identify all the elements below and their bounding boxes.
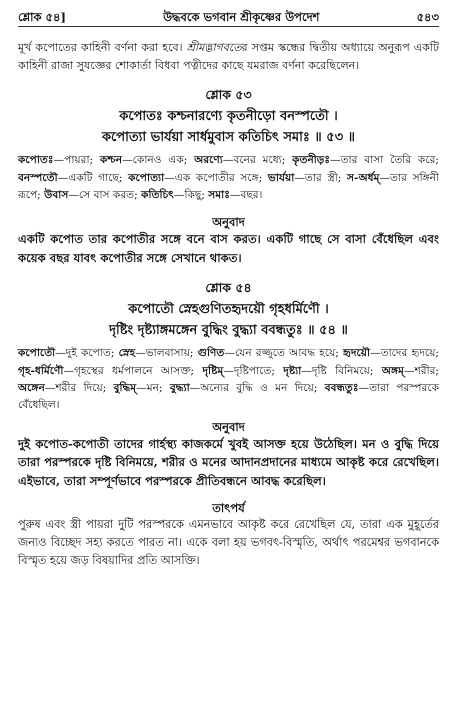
verse-54-synonyms: কপোতৌ—দুই কপোত; স্নেহ—ভালবাসায়; গুণিত—যেন রজ্জুতে আবদ্ধ হয়ে; হৃদয়ৌ—তাদের হৃদয়ে; গৃহ-ধর্মিণৌ—গৃহস্থের ধর্মপালনে আসক্ত; দৃষ্টিম্—দৃষ্টিপাতে; দৃষ্ট্যা—দৃষ্টি বিনিময়ে; অঙ্গম্—শরীর; অঙ্গেন—শরীর দিয়ে; বুদ্ধিম্—মন; বুদ্ধ্যা—অন্যের বুদ্ধি ও মন দিয়ে; ববন্ধতুঃ—তারা পরস্পরকে বেঁধেছিল। — [18, 347, 439, 412]
header-chapter-title: উদ্ধবকে ভগবান শ্রীকৃষ্ণের উপদেশ — [163, 10, 320, 24]
synonym-meaning: শরীর দিয়ে; — [55, 382, 114, 395]
page-number: ৫৪৩ — [416, 10, 439, 24]
verse-54-translation: দুই কপোত-কপোতী তাদের গার্হস্থ্য কাজকর্মে খুবই আসক্ত হয়ে উঠেছিল। মন ও বুদ্ধি দিয়ে তারা পরস্পরকে দৃষ্টি বিনিময়ে, শরীর ও মনের আদানপ্রদানের মাধ্যমে আকৃষ্ট করে রেখেছিল। এইভাবে, তারা সম্পূর্ণভাবে পরস্পরকে প্রীতিবন্ধনে আবদ্ধ করেছিল। — [18, 436, 439, 488]
synonym-word: দৃষ্ট্যা — [283, 364, 302, 377]
synonym-meaning: মন; — [146, 382, 170, 395]
synonym-word: অরণ্যে — [194, 154, 223, 167]
synonym-word: হৃদয়ৌ — [343, 347, 371, 360]
synonym-word: গৃহ-ধর্মিণৌ — [18, 364, 64, 377]
verse-54-purport: পুরুষ এবং স্ত্রী পায়রা দুটি পরস্পরকে এমনভাবে আকৃষ্ট করে রেখেছিল যে, তারা এক মুহূর্তের জন্যও বিচ্ছেদ সহ্য করতে পারত না। একে বলা হয় ভগবৎ-বিস্মৃতি, অর্থাৎ পরমেশ্বর ভগবানকে বিস্মৃত হয়ে জড় বিষয়াদির প্রতি আসক্তি। — [18, 518, 439, 568]
verse-54-text — [18, 299, 439, 341]
running-header — [18, 9, 439, 27]
verse-54-translation-heading: অনুবাদ — [212, 419, 245, 434]
synonym-meaning: দুই কপোত; — [65, 347, 119, 360]
synonym-meaning: গৃহস্থের ধর্মপালনে আসক্ত; — [74, 364, 203, 377]
intro-text-part1: মূর্খ কপোতের কাহিনী বর্ণনা করা হবে। — [18, 41, 187, 54]
synonym-word: কপোত্যা — [128, 171, 165, 184]
synonym-word: কৃতনীড়ঃ — [292, 154, 331, 167]
synonym-meaning: একটি গাছে; — [68, 171, 129, 184]
synonym-word: অঙ্গেন — [18, 382, 45, 395]
synonym-meaning: ভালবাসায়; — [145, 347, 198, 360]
synonym-meaning: বনের মধ্যে; — [233, 154, 293, 167]
synonym-meaning: এক কপোতীর সঙ্গে; — [174, 171, 268, 184]
synonym-word: অঙ্গম্ — [381, 364, 404, 377]
synonym-meaning: সে বাস করত; — [78, 189, 142, 201]
verse-53-text — [18, 106, 439, 148]
synonym-meaning: বছর। — [240, 189, 263, 201]
synonym-word: দৃষ্টিম্ — [202, 364, 224, 377]
intro-paragraph — [18, 39, 439, 74]
synonym-word: সমাঃ — [208, 189, 230, 201]
verse-53-line-1: কপোতঃ কশ্চনারণ্যে কৃতনীড়ো বনস্পতৌ । — [119, 109, 338, 125]
synonym-word: গুণিত — [197, 347, 225, 360]
verse-53-translation: একটি কপোত তার কপোতীর সঙ্গে বনে বাস করত। একটি গাছে সে বাসা বেঁধেছিল এবং কয়েক বছর যাবৎ কপোতীর সঙ্গে সেখানে থাকত। — [18, 232, 439, 265]
synonym-meaning: যেন রজ্জুতে আবদ্ধ হয়ে; — [234, 347, 344, 360]
synonym-word: কতিচিৎ — [141, 189, 174, 201]
synonym-word: ববন্ধতুঃ — [324, 382, 359, 395]
synonym-meaning: তার সঙ্গিনী রূপে; — [18, 171, 439, 201]
header-verse-ref: শ্লোক ৫৪] — [18, 10, 66, 24]
synonym-meaning: পায়রা; — [64, 154, 100, 167]
verse-54-heading: শ্লোক ৫৪ — [205, 280, 252, 296]
synonym-word: উবাস — [44, 189, 69, 201]
synonym-word: বুদ্ধিম্ — [113, 382, 137, 395]
verse-53-synonyms: কপোতঃ—পায়রা; কশ্চন—কোনও এক; অরণ্যে—বনের মধ্যে; কৃতনীড়ঃ—তার বাসা তৈরি করে; বনস্পতৌ—একটি গাছে; কপোত্যা—এক কপোতীর সঙ্গে; ভার্যয়া—তার স্ত্রী; স-অর্ধম্—তার সঙ্গিনী রূপে; উবাস—সে বাস করত; কতিচিৎ—কিছু; সমাঃ—বছর। — [18, 154, 439, 201]
verse-54-purport-heading: তাৎপর্য — [212, 501, 245, 516]
synonym-word: কপোতৌ — [18, 347, 56, 360]
verse-53-line-2: কপোত্যা ভার্যয়া সার্ধমুবাস কতিচিৎ সমাঃ ॥ ৫৩ ॥ — [101, 130, 356, 146]
synonym-meaning: দৃষ্টি বিনিময়ে; — [311, 364, 382, 377]
synonym-meaning: কিছু; — [184, 189, 209, 201]
intro-italic-title: শ্রীমদ্ভাগবতে — [186, 41, 242, 54]
synonym-word: ভার্যয়া — [267, 171, 295, 184]
synonym-meaning: তার বাসা তৈরি করে; — [340, 154, 439, 167]
verse-53-translation-heading: অনুবাদ — [212, 215, 245, 230]
synonym-meaning: অন্যের বুদ্ধি ও মন দিয়ে; — [200, 382, 325, 395]
synonym-meaning: তাদের হৃদয়ে; — [380, 347, 439, 360]
synonym-word: কপোতঃ — [18, 154, 54, 167]
synonym-word: কশ্চন — [99, 154, 123, 167]
synonym-word: স্নেহ — [118, 347, 136, 360]
synonym-meaning: দৃষ্টিপাতে; — [233, 364, 284, 377]
verse-53-heading: শ্লোক ৫৩ — [205, 87, 252, 103]
synonym-meaning: তারা পরস্পরকে বেঁধেছিল। — [18, 382, 439, 412]
verse-54-line-2: দৃষ্টিং দৃষ্ট্যাঙ্গমঙ্গেন বুদ্ধিং বুদ্ধ্যা ববন্ধতুঃ ॥ ৫৪ ॥ — [109, 323, 348, 339]
synonym-meaning: কোনও এক; — [132, 154, 195, 167]
synonym-word: বনস্পতৌ — [18, 171, 58, 184]
intro-text-part2: র সপ্তম স্কন্ধের দ্বিতীয় অধ্যায়ে অনুরূপ একটি কাহিনী রাজা সুযজ্ঞের শোকার্তা বিধবা পত্নীদের কাছে যমরাজ বর্ণনা করেছিলেন। — [18, 41, 439, 72]
synonym-word: স-অর্ধম্ — [347, 171, 380, 184]
synonym-meaning: তার স্ত্রী; — [304, 171, 348, 184]
synonym-meaning: শরীর; — [414, 364, 439, 377]
synonym-word: বুদ্ধ্যা — [169, 382, 190, 395]
verse-54-line-1: কপোতৌ স্নেহগুণিতহৃদয়ৌ গৃহধর্মিণৌ । — [128, 302, 329, 318]
